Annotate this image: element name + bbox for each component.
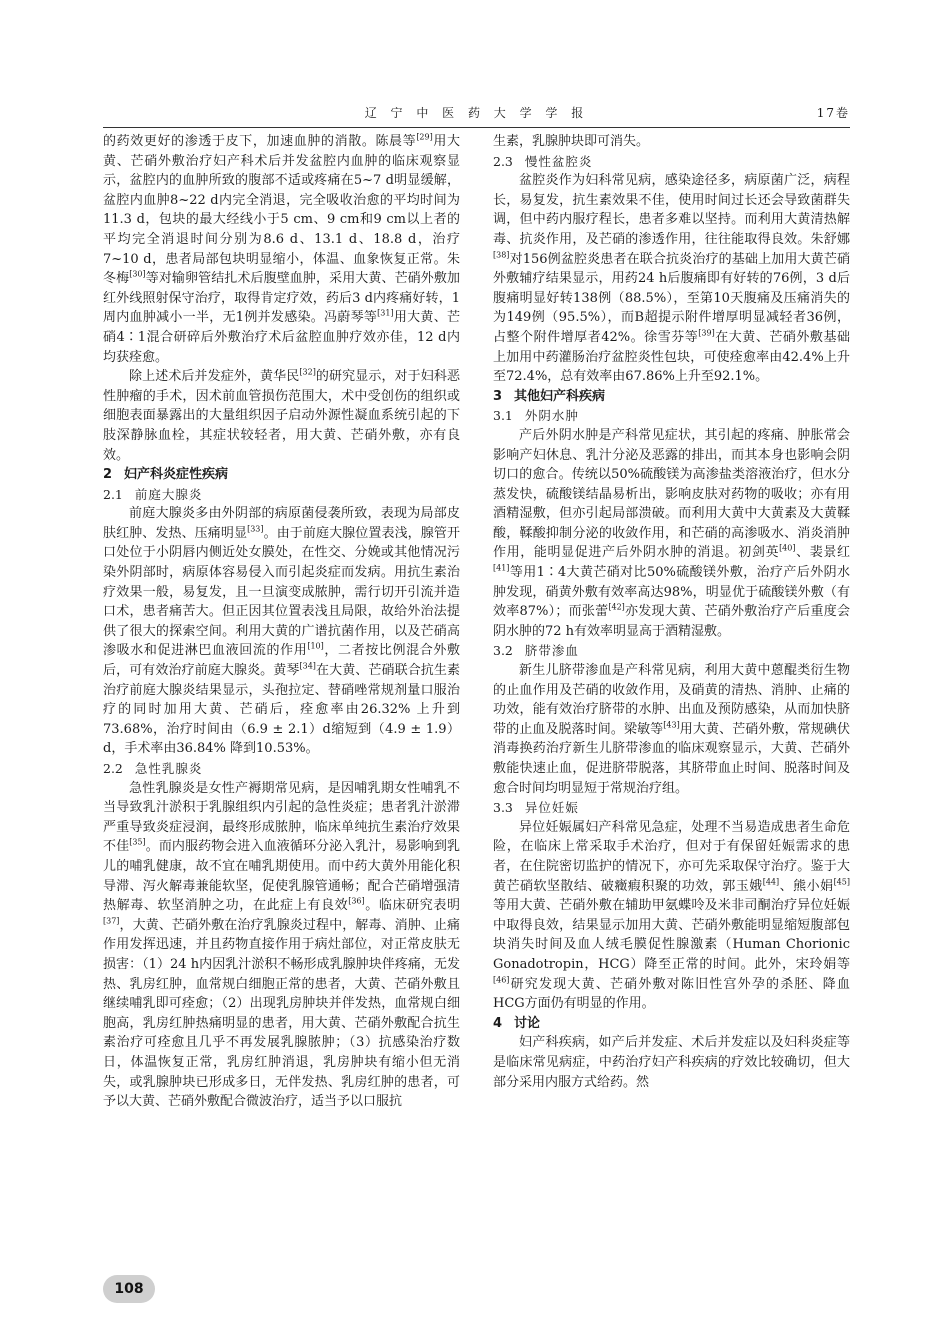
citation: [30] — [129, 269, 146, 279]
paragraph: 的药效更好的渗透于皮下，加速血肿的消散。陈晨等[29]用大黄、芒硝外敷治疗妇产科术后并发盆腔内血肿的临床观察显示，盆腔内的血肿所致的腹部不适或疼痛在5~7 d明显缓解，盆腔内血肿8~22 d内完全消退，完全吸收治愈的平均时间为11.3 d，包块的最大经线小于5 cm、9 cm和9 cm以上者的平均完全消退时间分别为8.6 d、13.1 d、18.8 d，治疗7~10 d，患者局部包块明显缩小，体温、血象恢复正常。朱冬梅[30]等对输卵管结扎术后腹壁血肿，采用大黄、芒硝外敷加红外线照射保守治疗，取得肯定疗效，药后3 d内疼痛好转，1周内血肿减小一半，无1例并发感染。冯蔚琴等[31]用大黄、芒硝4∶1混合研碎后外敷治疗术后盆腔血肿疗效亦佳，12 d内均获痊愈。 — [103, 132, 460, 365]
paragraph: 产后外阴水肿是产科常见症状，其引起的疼痛、肿胀常会影响产妇休息、乳汁分泌及恶露的排出，而其本身也影响会阴切口的愈合。传统以50%硫酸镁为高渗盐类溶液治疗，但水分蒸发快，硫酸镁结晶易析出，影响皮肤对药物的吸收；亦有用酒精湿敷，但亦引起局部溃破。而利用大黄中大黄素及大黄鞣酸，鞣酸抑制分泌的收敛作用，和芒硝的高渗吸水、消炎消肿作用，能明显促进产后外阴水肿的消退。初剑英[40]、裴景红[41]等用1∶4大黄芒硝对比50%硫酸镁外敷，治疗产后外阴水肿发现，硝黄外敷有效率高达98%，明显优于硫酸镁外敷（有效率87%）；而张蕾[42]亦发现大黄、芒硝外敷治疗产后重度会阴水肿的72 h有效率明显高于酒精湿敷。 — [493, 427, 850, 639]
section-heading: 3 其他妇产科疾病 — [493, 388, 606, 404]
citation: [34] — [299, 661, 316, 671]
citation: [35] — [129, 838, 146, 848]
citation: [32] — [299, 367, 316, 377]
citation: [33] — [247, 524, 264, 534]
paragraph: 前庭大腺炎多由外阴部的病原菌侵袭所致，表现为局部皮肤红肿、发热、压痛明显[33]。由于前庭大腺位置表浅，腺管开口处位于小阴唇内侧近处女膜处，在性交、分娩或其他情况污染外阴部时，病原体容易侵入而引起炎症而发病。用抗生素治疗效果一般，易复发，且一旦演变成脓肿，需行切开引流并造口术，患者痛苦大。但正因其位置表浅且局限，故给外治法提供了很大的探索空间。利用大黄的广谱抗菌作用，以及芒硝高渗吸水和促进淋巴血液回流的作用[10]，二者按比例混合外敷后，可有效治疗前庭大腺炎。黄琴[34]在大黄、芒硝联合抗生素治疗前庭大腺炎结果显示，头孢拉定、替硝唑常规剂量口服治疗的同时加用大黄、芒硝后，痊愈率由26.32% 上升到73.68%，治疗时间由（6.9 ± 2.1）d缩短到（4.9 ± 1.9）d，手术率由36.84% 降到10.53%。 — [103, 506, 460, 757]
header-rule — [103, 127, 850, 128]
citation: [46] — [493, 975, 510, 985]
volume-label: 17卷 — [816, 106, 850, 120]
citation: [38] — [493, 250, 510, 260]
paragraph: 新生儿脐带渗血是产科常见病，利用大黄中蒽醌类衍生物的止血作用及芒硝的收敛作用，及硝黄的清热、消肿、止痛的功效，能有效治疗脐带的水肿、出血及预防感染，从而加快脐带的止血及脱落时间。梁敏等[43]用大黄、芒硝外敷，常规碘伏消毒换药治疗新生儿脐带渗血的临床观察显示，大黄、芒硝外敷能快速止血，促进脐带脱落，其脐带血止时间、脱落时间及愈合时间均明显短于常规治疗组。 — [493, 663, 850, 796]
paragraph: 异位妊娠属妇产科常见急症，处理不当易造成患者生命危险，在临床上常采取手术治疗，但对于有保留妊娠需求的患者，在住院密切监护的情况下，亦可先采取保守治疗。鉴于大黄芒硝软坚散结、破癥瘕积聚的功效，郭玉娥[44]、熊小娟[45]等用大黄、芒硝外敷在辅助甲氨蝶呤及米非司酮治疗异位妊娠中取得良效，结果显示加用大黄、芒硝外敷能明显缩短腹部包块消失时间及血人绒毛膜促性腺激素（Human Chorionic Gonadotropin，HCG）降至正常的时间。此外，宋玲娟等[46]研究发现大黄、芒硝外敷对陈旧性宫外孕的杀胚、降血HCG方面仍有明显的作用。 — [493, 819, 850, 1012]
right-column — [493, 132, 850, 1092]
left-column — [103, 132, 460, 1112]
section-heading: 4 讨论 — [493, 1015, 541, 1031]
page-number: 108 — [103, 1275, 155, 1303]
citation: [42] — [608, 602, 625, 612]
running-header — [103, 104, 850, 126]
subsection-heading: 3.3 异位妊娠 — [493, 800, 579, 816]
journal-title: 辽 宁 中 医 药 大 学 学 报 — [364, 106, 589, 120]
subsection-heading: 2.2 急性乳腺炎 — [103, 761, 203, 776]
citation: [39] — [698, 328, 715, 338]
citation: [40] — [779, 544, 796, 554]
citation: [41] — [493, 563, 510, 573]
subsection-heading: 2.3 慢性盆腔炎 — [493, 153, 593, 169]
paragraph: 盆腔炎作为妇科常见病，感染途径多，病原菌广泛，病程长，易复发，抗生素效果不佳，使用时间过长还会导致菌群失调，但中药内服疗程长，患者多难以坚持。而利用大黄清热解毒、抗炎作用，及芒硝的渗透作用，往往能取得良效。朱舒娜[38]对156例盆腔炎患者在联合抗炎治疗的基础上加用大黄芒硝外敷辅疗结果显示，用药24 h后腹痛即有好转的76例，3 d后腹痛明显好转138例（88.5%），至第10天腹痛及压痛消失的为149例（95.5%），而B超提示附件增厚明显减轻者36例，占整个附件增厚者42%。徐雪芬等[39]在大黄、芒硝外敷基础上加用中药灌肠治疗盆腔炎性包块，可使痊愈率由42.4%上升至72.4%，总有效率由67.86%上升至92.1%。 — [493, 173, 850, 385]
section-heading: 2 妇产科炎症性疾病 — [103, 467, 229, 483]
citation: [31] — [377, 309, 394, 319]
subsection-heading: 3.2 脐带渗血 — [493, 643, 579, 659]
citation: [29] — [416, 132, 433, 142]
subsection-heading: 2.1 前庭大腺炎 — [103, 486, 203, 502]
citation: [37] — [103, 916, 120, 926]
citation: [43] — [663, 720, 680, 730]
paragraph: 急性乳腺炎是女性产褥期常见病，是因哺乳期女性哺乳不当导致乳汁淤积于乳腺组织内引起的急性炎症；患者乳汁淤滞严重导致炎症浸润，最终形成脓肿，临床单纯抗生素治疗效果不佳[35]。而内服药物会进入血液循环分泌入乳汁，易影响到乳儿的哺乳健康，故不宜在哺乳期使用。而中药大黄外用能化积导滞、泻火解毒兼能软坚，促使乳腺管通畅；配合芒硝增强清热解毒、软坚消肿之功，在此症上有良效[36]。临床研究表明[37]，大黄、芒硝外敷在治疗乳腺炎过程中，解毒、消肿、止痛作用发挥迅速，并且药物直接作用于病灶部位，对正常皮肤无损害：（1）24 h内因乳汁淤积不畅形成乳腺肿块伴疼痛，无发热、乳房红肿，血常规白细胞正常的患者，大黄、芒硝外敷且继续哺乳即可痊愈；（2）出现乳房肿块并伴发热，血常规白细胞高，乳房红肿热痛明显的患者，用大黄、芒硝外敷配合抗生素治疗可痊愈且几乎不再发展乳腺脓肿；（3）抗感染治疗数日，体温恢复正常，乳房红肿消退，乳房肿块有缩小但无消失，或乳腺肿块已形成多日，无伴发热、乳房红肿的患者，可予以大黄、芒硝外敷配合微波治疗，适当予以口服抗 — [103, 780, 460, 1110]
paragraph: 除上述术后并发症外，黄华民[32]的研究显示，对于妇科恶性肿瘤的手术，因术前血管损伤范围大，术中受创伤的组织或细胞表面暴露出的大量组织因子启动外源性凝血系统引起的下肢深静脉血栓，其症状较轻者，用大黄、芒硝外敷，亦有良效。 — [103, 367, 460, 463]
paragraph: 妇产科疾病，如产后并发症、术后并发症以及妇科炎症等是临床常见病症，中药治疗妇产科疾病的疗效比较确切，但大部分采用内服方式给药。然 — [493, 1035, 850, 1090]
citation: [10] — [307, 642, 324, 652]
paragraph: 生素，乳腺肿块即可消失。 — [493, 134, 650, 149]
citation: [44] — [762, 877, 780, 887]
citation: [36] — [348, 896, 365, 906]
citation: [45] — [833, 877, 850, 887]
subsection-heading: 3.1 外阴水肿 — [493, 408, 579, 424]
